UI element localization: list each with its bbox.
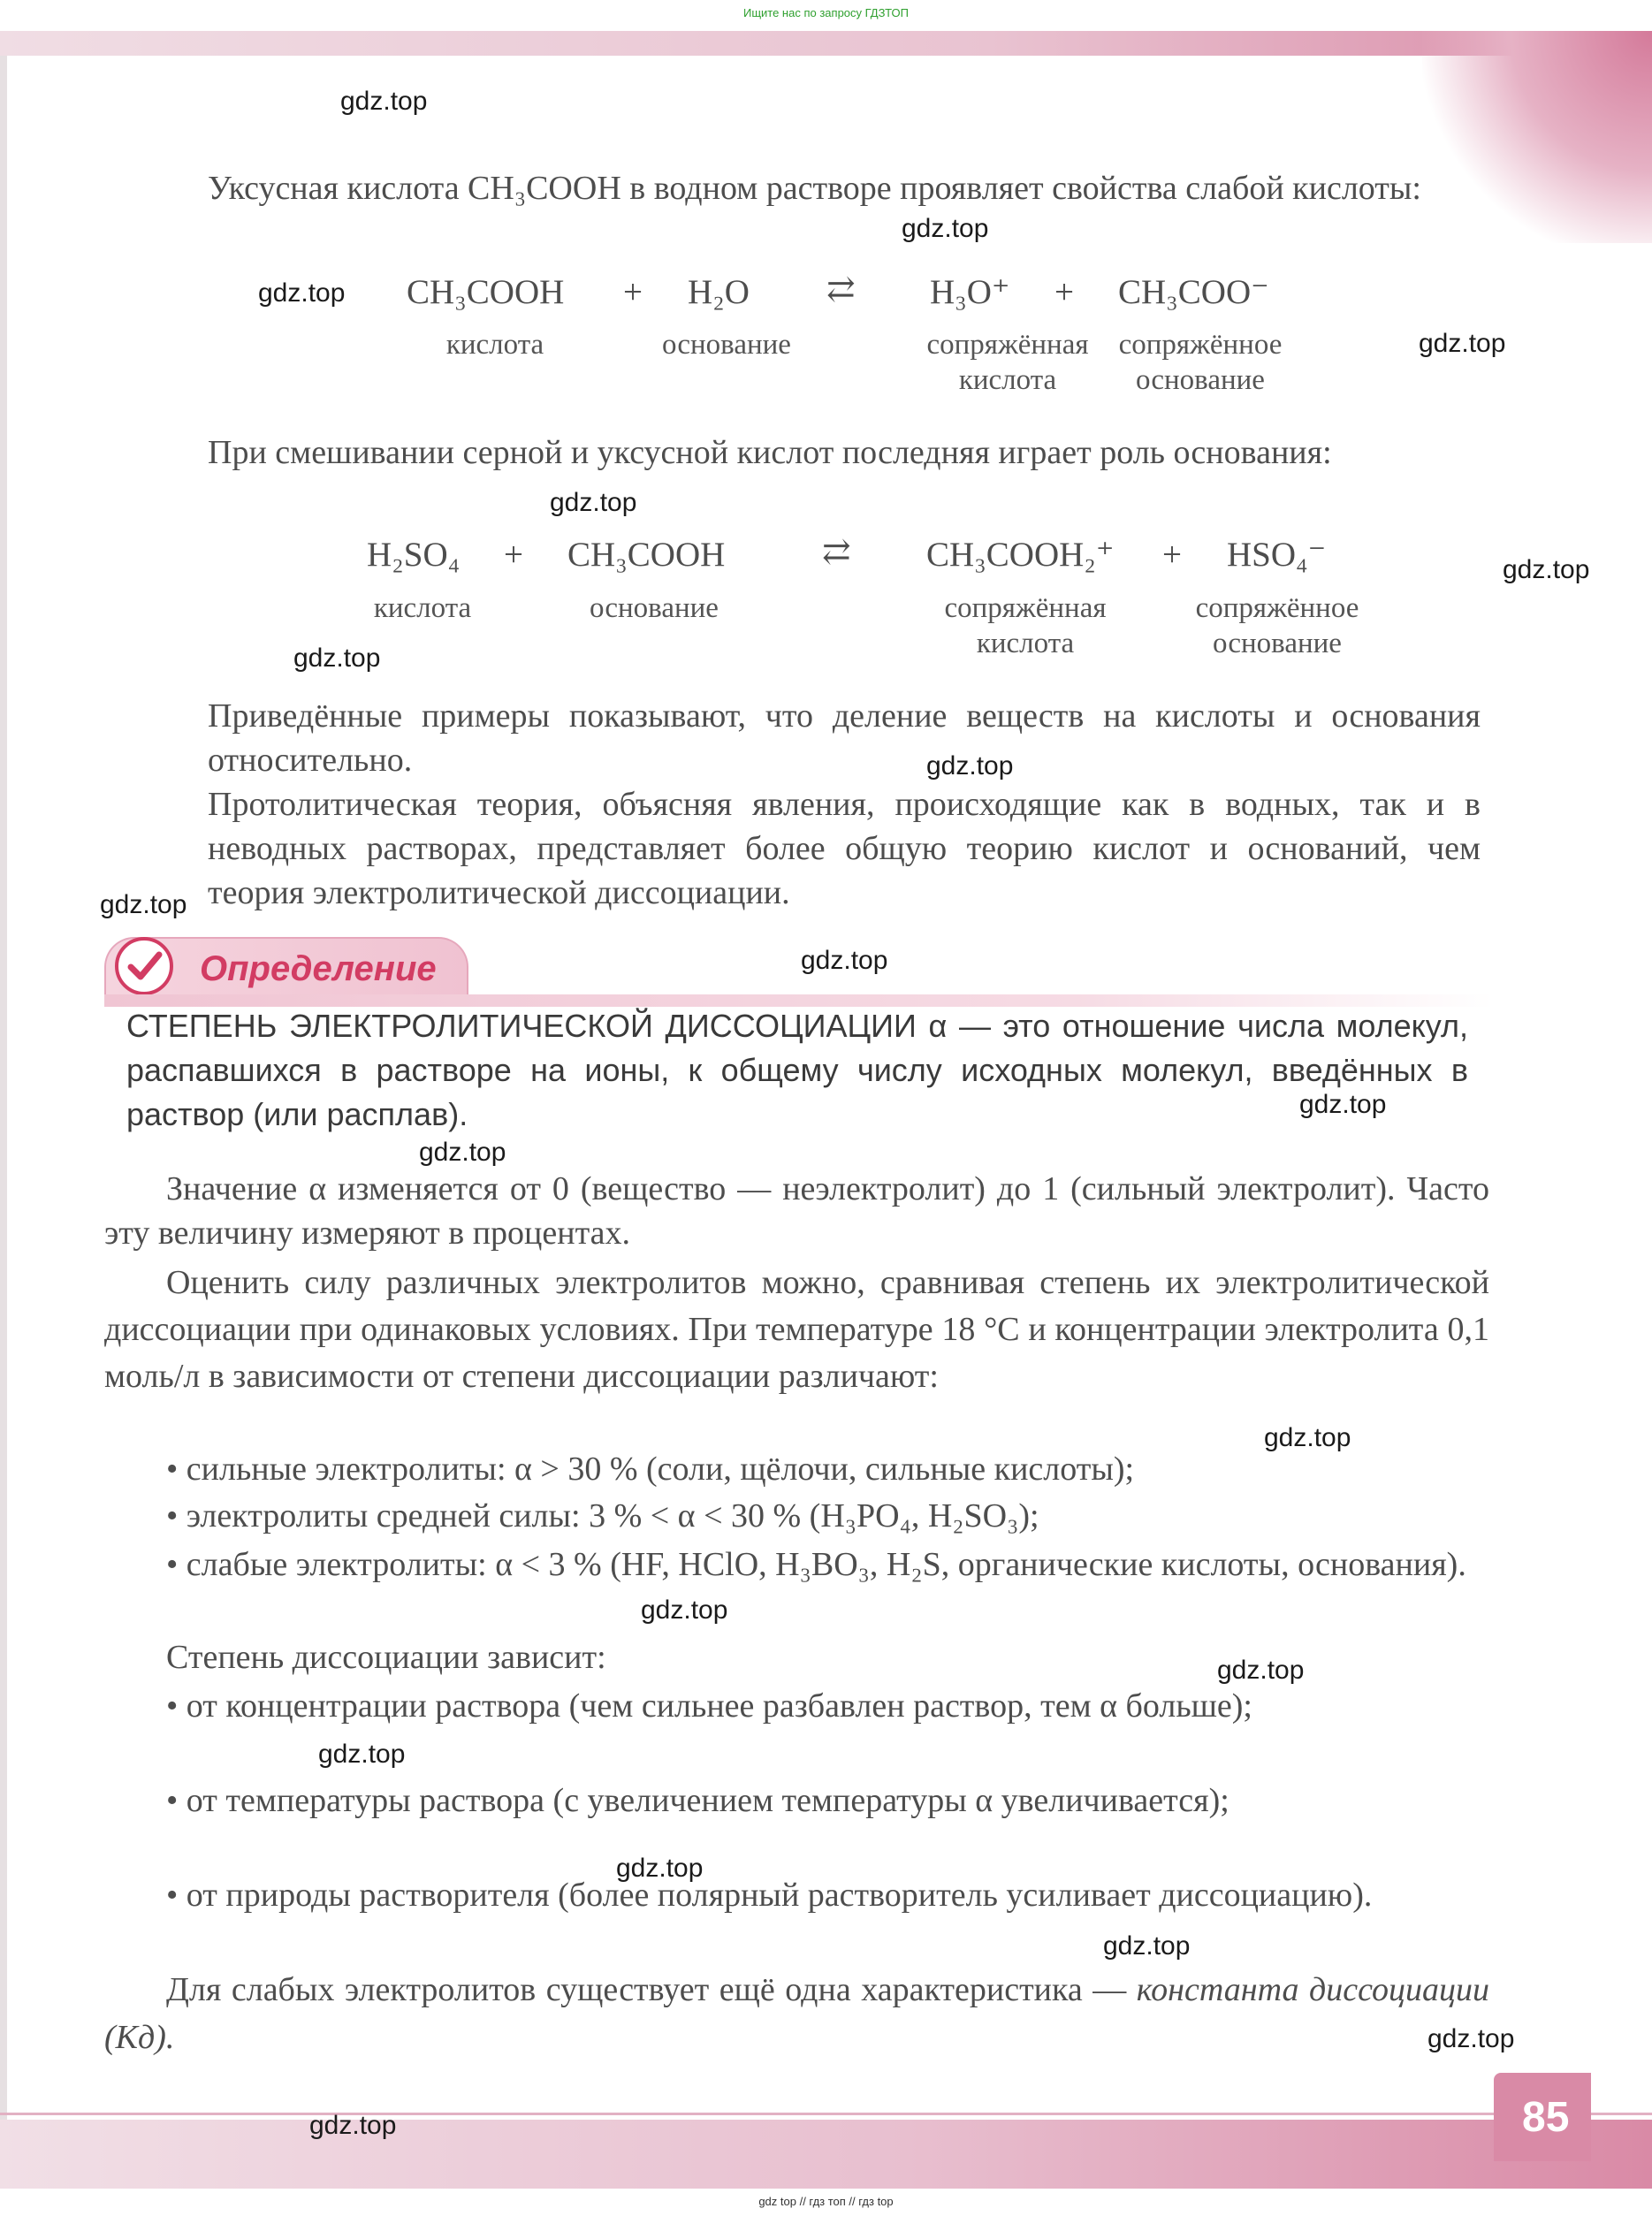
bottom-decor-line [0, 2113, 1652, 2115]
checkmark-icon [115, 937, 173, 995]
paragraph-acetic-acid: Уксусная кислота CH₃COOH в водном растворе проявляет свойства слабой кислоты: [208, 170, 1421, 207]
bullet-weak-electrolytes: • слабые электролиты: α < 3 % (HF, HClO, H₃BO₃, H₂S, органические кислоты, основания). [166, 1546, 1466, 1583]
watermark: gdz.top [902, 214, 989, 243]
eq2-label-acid: кислота [373, 592, 472, 624]
paragraph-electrolyte-strength: Оценить силу различных электролитов можно, сравнивая степень их электролитической диссоциации при одинаковых условиях. При температуре 18 °С и концентрации электролита 0,1 моль/л в зависимости от степени диссоциации различают: [104, 1264, 1489, 1395]
watermark: gdz.top [1427, 2024, 1515, 2053]
bullet-solvent: • от природы растворителя (более полярный растворитель усиливает диссоциацию). [166, 1877, 1373, 1914]
watermark: gdz.top [616, 1854, 704, 1883]
eq1-label-conj-acid-2: кислота [958, 364, 1057, 396]
watermark: gdz.top [293, 643, 381, 673]
paragraph-mixing-acids: При смешивании серной и уксусной кислот последняя играет роль основания: [208, 434, 1332, 471]
watermark: gdz.top [1503, 555, 1590, 584]
watermark: gdz.top [258, 278, 346, 308]
eq1-term-conj-base: CH₃COO⁻ [1118, 273, 1269, 311]
eq1-label-conj-base-2: основание [1136, 364, 1265, 396]
watermark: gdz.top [801, 946, 888, 975]
paragraph-alpha-range: Значение α изменяется от 0 (вещество — неэлектролит) до 1 (сильный электролит). Часто эту величину измеряют в процентах. [104, 1170, 1489, 1252]
header-note: Ищите нас по запросу ГДЗТОП [742, 6, 909, 19]
eq2-term-conj-base: HSO₄⁻ [1227, 536, 1327, 574]
eq1-label-conj-base-1: сопряжённое [1118, 329, 1283, 361]
watermark: gdz.top [1264, 1423, 1351, 1452]
eq1-plus-2: + [1054, 273, 1074, 311]
top-decor-band [0, 31, 1652, 56]
eq2-term-base: CH₃COOH [567, 536, 726, 574]
eq2-label-conj-base-1: сопряжённое [1195, 592, 1359, 624]
bullet-concentration: • от концентрации раствора (чем сильнее разбавлен раствор, тем α больше); [166, 1687, 1252, 1725]
watermark: gdz.top [309, 2111, 397, 2140]
eq2-plus-1: + [504, 536, 523, 574]
page-number: 85 [1522, 2094, 1570, 2141]
watermark: gdz.top [1217, 1656, 1305, 1685]
eq2-label-base: основание [590, 592, 719, 624]
eq1-term-acid: CH₃COOH [407, 273, 565, 311]
watermark: gdz.top [1103, 1931, 1191, 1961]
watermark: gdz.top [1419, 329, 1506, 358]
watermark: gdz.top [1299, 1090, 1387, 1119]
watermark: gdz.top [340, 87, 428, 116]
bullet-temperature: • от температуры раствора (с увеличением температуры α увеличивается); [166, 1782, 1229, 1819]
watermark: gdz.top [641, 1595, 728, 1625]
eq2-label-conj-base-2: основание [1213, 628, 1342, 659]
eq1-label-conj-acid-1: сопряжённая [926, 329, 1089, 361]
watermark: gdz.top [318, 1740, 406, 1769]
eq2-term-acid: H₂SO₄ [367, 536, 461, 574]
top-corner-decor [1422, 31, 1652, 243]
dissociation-constant-intro: Для слабых электролитов существует ещё одна характеристика — [166, 1971, 1127, 2008]
watermark: gdz.top [926, 751, 1014, 781]
dissociation-constant-term: константа диссоциации (Kд). [104, 1971, 1489, 2056]
definition-title: Определение [200, 949, 437, 988]
eq1-term-base: H₂O [688, 273, 750, 311]
eq2-equilibrium-arrow: ⇄ [822, 533, 851, 571]
paragraph-dependence: Степень диссоциации зависит: [166, 1639, 606, 1676]
definition-text: СТЕПЕНЬ ЭЛЕКТРОЛИТИЧЕСКОЙ ДИССОЦИАЦИИ α — это отношение числа молекул, распавшихся в растворе на ионы, к общему числу исходных молекул, введённых в раствор (или расплав). [126, 1008, 1468, 1132]
paragraph-protolytic-theory: Протолитическая теория, объясняя явления, происходящие как в водных, так и в неводных растворах, представляет более общую теорию кислот и оснований, чем теория электролитической диссоциации. [208, 786, 1481, 911]
watermark: gdz.top [419, 1138, 506, 1167]
eq2-label-conj-acid-1: сопряжённая [944, 592, 1107, 624]
eq1-plus-1: + [623, 273, 643, 311]
watermark: gdz.top [100, 890, 187, 919]
eq1-equilibrium-arrow: ⇄ [826, 270, 856, 308]
bottom-decor-band [0, 2120, 1652, 2189]
eq1-term-conj-acid: H₃O⁺ [930, 273, 1010, 311]
watermark: gdz.top [550, 488, 637, 517]
bullet-medium-electrolytes: • электролиты средней силы: 3 % < α < 30 % (H₃PO₄, H₂SO₃); [166, 1497, 1039, 1534]
eq2-label-conj-acid-2: кислота [976, 628, 1075, 659]
eq1-label-acid: кислота [445, 329, 544, 361]
page-left-edge [0, 31, 7, 2188]
footer-note: gdz top // гдз топ // гдз top [758, 2195, 894, 2208]
paragraph-relative-classification: Приведённые примеры показывают, что деление веществ на кислоты и основания относительно. [208, 697, 1481, 779]
eq2-term-conj-acid: CH₃COOH₂⁺ [926, 536, 1115, 574]
bullet-strong-electrolytes: • сильные электролиты: α > 30 % (соли, щёлочи, сильные кислоты); [166, 1451, 1135, 1488]
eq1-label-base: основание [662, 329, 791, 361]
paragraph-dissociation-constant [104, 1966, 1489, 2061]
eq2-plus-2: + [1162, 536, 1182, 574]
